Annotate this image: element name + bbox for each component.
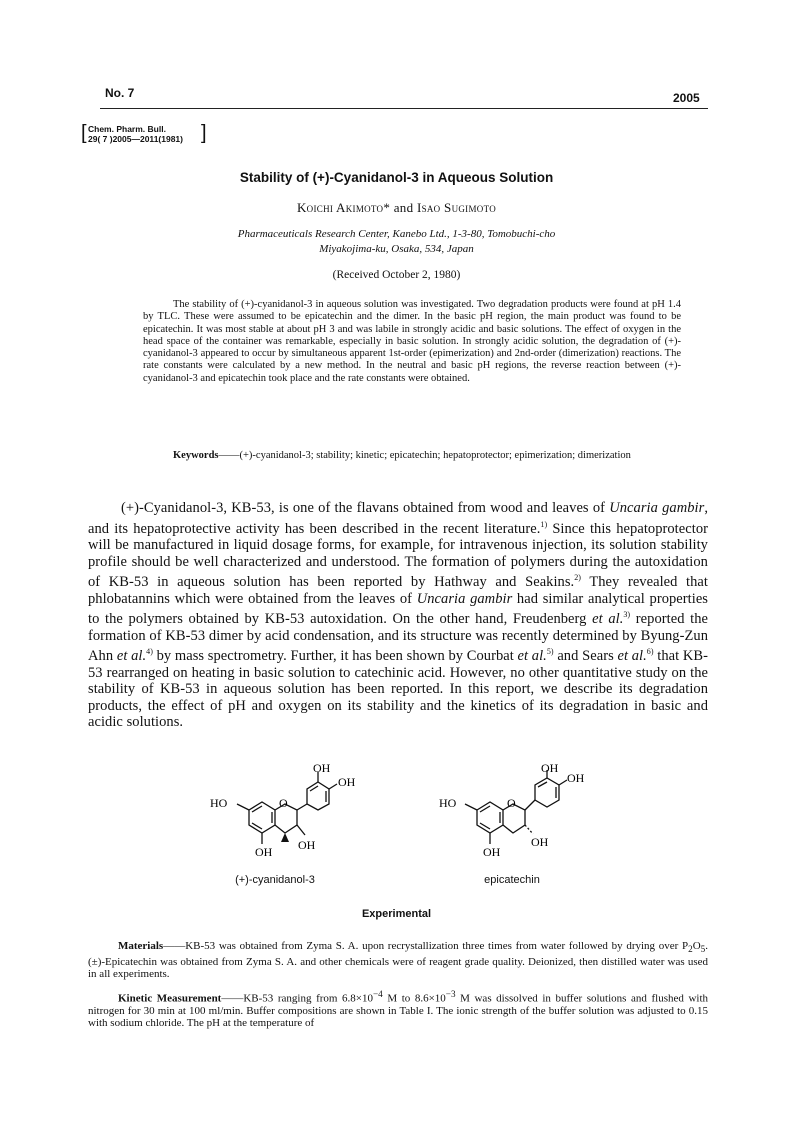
- keywords-label: Keywords: [173, 450, 219, 461]
- kinetic-measurement-label: Kinetic Measurement: [118, 992, 222, 1005]
- paper-title: Stability of (+)-Cyanidanol-3 in Aqueous Solution: [239, 170, 554, 185]
- structure-cyanidanol: [205, 762, 375, 892]
- received-date: (Received October 2, 1980): [332, 269, 461, 281]
- cyanidanol-structure-drawing: [205, 762, 375, 872]
- author-2: Isao Sugimoto: [416, 200, 497, 215]
- epicatechin-structure-drawing: [437, 762, 607, 872]
- citation-3: 3): [623, 610, 631, 620]
- citation-2: 2): [574, 573, 581, 583]
- oh-label: OH: [298, 838, 316, 852]
- left-bracket: [: [81, 122, 87, 144]
- keywords-list: (+)-cyanidanol-3; stability; kinetic; epicatechin; hepatoprotector; epimerization; dimerization: [239, 450, 631, 461]
- citation-1: 1): [540, 519, 548, 529]
- page-number: 2005: [673, 91, 700, 105]
- page-number-label: No. 7: [105, 86, 135, 100]
- affiliation-line-2: Miyakojima-ku, Osaka, 534, Japan: [319, 243, 474, 255]
- oh-label: OH: [567, 771, 585, 785]
- journal-reference: [81, 122, 207, 144]
- introduction-paragraph: (+)-Cyanidanol-3, KB-53, is one of the flavans obtained from wood and leaves of Uncaria gambir, and its hepatoprotective activity has been described in the recent literature.$^{1)}$ Since this hepatoprotector will be manufactured in liquid dosage forms, for example, for intravenous injection, its solution stability profile should be well characterized and understood. The formation of polymers during the autoxidation of KB-53 in aqueous solution has been reported by Hathway and Seakins.$^{2)}$ They revealed that phlobatannins which were obtained from the leaves of Uncaria gambir had similar analytical properties to the polymers obtained by KB-53 autoxidation. On the other hand, Freudenberg et al.$^{3)}$ reported the formation of KB-53 dimer by acid condensation, and its structure was recently determined by Byung-Zun Ahn et al.$^{4)}$ by mass spectrometry. Further, it has been shown by Courbat et al.$^{5)}$ and Sears et al.$^{6)}$ that KB-53 rearranged on heating in basic solution to catechinic acid. However, no other quantitative study on the stability of KB-53 in aqueous solution has been reported. In this report, we describe its degradation products, the effect of pH and oxygen on its stability and the kinetics of its degradation in basic and acidic solutions.: [88, 500, 709, 731]
- citation-6: 6): [646, 647, 654, 657]
- citation-5: 5): [546, 647, 554, 657]
- journal-volume-pages: 29( 7 )2005—2011(1981): [88, 134, 183, 144]
- affiliation-line-1: Pharmaceuticals Research Center, Kanebo Ltd., 1-3-80, Tomobuchi-cho: [237, 228, 556, 240]
- ho-label: HO: [439, 796, 457, 810]
- oh-label: OH: [483, 845, 501, 859]
- citation-4: 4): [146, 647, 153, 657]
- ring-oxygen-label: O: [279, 796, 288, 810]
- oh-label: OH: [531, 835, 549, 849]
- oh-label: OH: [255, 845, 273, 859]
- materials-paragraph: Materials——KB-53 was obtained from Zyma S. A. upon recrystallization three times from water followed by drying over $P_2O_5$. (±)-Epicatechin was obtained from Zyma S. A. and other chemicals were of reagent grade quality. Deionized, then distilled water was used in all experiments.: [88, 940, 708, 980]
- epicatechin-caption: epicatechin: [484, 874, 540, 886]
- oh-label: OH: [541, 762, 559, 775]
- kinetic-measurement-paragraph: Kinetic Measurement——KB-53 ranging from $6.8\times 10^{-4}$ M to $8.6\times 10^{-3}$ M was dissolved in buffer solutions and flushed with nitrogen for 30 min at 100 ml/min. Buffer compositions are shown in Table I. The ionic strength of the buffer solution was adjusted to 0.15 with sodium chloride. The pH at the temperature of: [88, 989, 708, 1030]
- journal-name: Chem. Pharm. Bull.: [88, 124, 166, 134]
- right-bracket: ]: [201, 122, 207, 144]
- ho-label: HO: [210, 796, 228, 810]
- structure-epicatechin: [437, 762, 607, 892]
- abstract: The stability of (+)-cyanidanol-3 in aqueous solution was investigated. Two degradation products were found at pH 1.4 by TLC. These were assumed to be epicatechin and the dimer. In the basic pH region, the main product was found to be epicatechin. It was most stable at about pH 3 and was labile in strongly acidic and basic solutions. The effect of oxygen in the head space of the container was remarkable, especially in basic solution. In strongly acidic solution, the degradation of (+)-cyanidanol-3 appeared to occur by simultaneous apparent 1st-order (epimerization) and 2nd-order (dimerization) reactions. The rate constants were calculated by a new method. In the neutral and basic pH regions, the reverse reaction between (+)-cyanidanol-3 and epicatechin took place and the rate constants were obtained.: [143, 299, 681, 384]
- oh-label: OH: [313, 762, 331, 775]
- section-heading-experimental: Experimental: [361, 908, 432, 920]
- oh-label: OH: [338, 775, 356, 789]
- cyanidanol-caption: (+)-cyanidanol-3: [235, 874, 315, 886]
- author-1: Koichi Akimoto*: [296, 200, 391, 215]
- header-rule: [100, 108, 708, 109]
- ring-oxygen-label: O: [507, 796, 516, 810]
- keywords: Keywords——(+)-cyanidanol-3; stability; kinetic; epicatechin; hepatoprotector; epimerization; dimerization: [173, 450, 631, 461]
- authors: Koichi Akimoto* and Isao Sugimoto: [296, 200, 497, 215]
- materials-label: Materials: [118, 940, 164, 952]
- affiliation: [0, 227, 793, 257]
